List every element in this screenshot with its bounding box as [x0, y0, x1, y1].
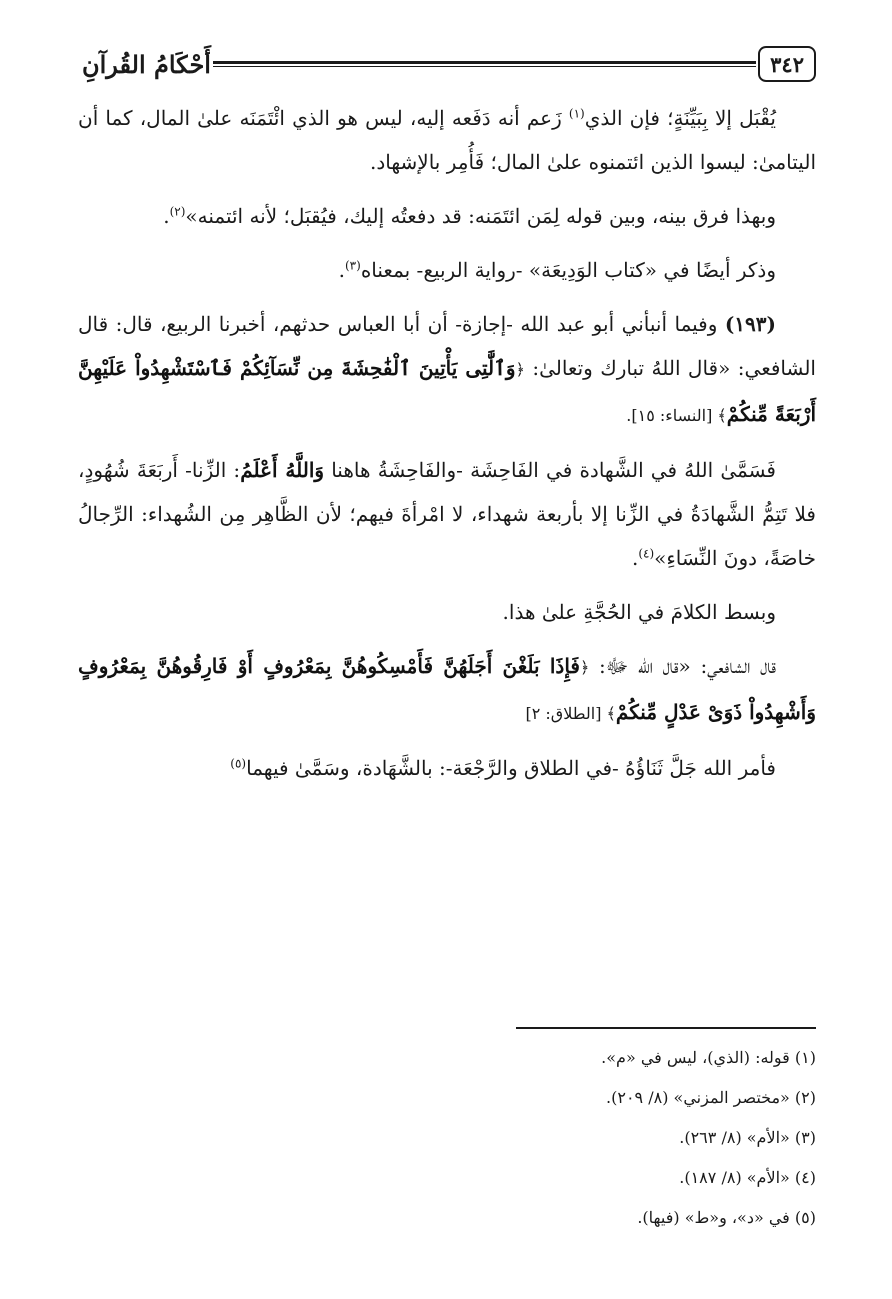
- footnote-item: (٢) «مختصر المزني» (٨/ ٢٠٩).: [606, 1088, 816, 1107]
- footnote-item: (١) قوله: (الذي)، ليس في «م».: [601, 1048, 816, 1067]
- main-text: [78, 96, 816, 800]
- verse-bracket: ﴿: [580, 658, 590, 677]
- footnote-marker: (٣): [344, 258, 361, 273]
- paragraph-text: فأمر الله جَلَّ ثَنَاؤُهُ -في الطلاق والرَّجْعَة-: بالشَّهَادة، وسَمَّىٰ فيهما: [246, 756, 776, 780]
- paragraph-text: وفيما أنبأني أبو عبد الله -إجازة- أن أبا العباس حدثهم، أخبرنا الربيع، قال: قال الشافعي: «قال اللهُ تبارك وتعالىٰ:: [78, 312, 816, 380]
- footnote-marker: (١): [568, 106, 585, 121]
- footnote-divider: [516, 1027, 816, 1029]
- quran-verse: وَٱلَّٰتِى يَأْتِينَ ٱلْفَٰحِشَةَ مِن نِّسَآئِكُمْ فَٱسْتَشْهِدُواْ عَلَيْهِنَّ أَرْبَعَةً مِّنكُمْ: [78, 356, 816, 426]
- paragraph-text: قال الشافعي: «قال الله ﷻ:: [589, 654, 776, 678]
- footnote-marker: (٥): [230, 756, 247, 771]
- paragraph-text: .: [338, 258, 345, 282]
- paragraph-text: .: [163, 204, 170, 228]
- paragraph-text: وذكر أيضًا في «كتاب الوَدِيعَة» -رواية الربيع- بمعناه: [360, 258, 776, 282]
- paragraph-text: فَسَمَّىٰ اللهُ في الشَّهادة في الفَاحِشَة -والفَاحِشَةُ هاهنا: [324, 458, 776, 482]
- quran-verse: فَإِذَا بَلَغْنَ أَجَلَهُنَّ فَأَمْسِكُوهُنَّ بِمَعْرُوفٍ أَوْ فَارِقُوهُنَّ بِمَعْرُوفٍ وَأَشْهِدُواْ ذَوَىْ عَدْلٍ مِّنكُمْ: [78, 654, 816, 724]
- footnote-item: (٣) «الأم» (٨/ ٢٦٣).: [679, 1128, 816, 1147]
- paragraph-text: : الزِّنا- أَربَعَةَ شُهُودٍ، فلا تَتِمُّ الشَّهادَةُ في الزِّنا إلا بأربعة شهداء، لا امْرأةَ فيهم؛ لأن الظَّاهِر مِن الشُهداء: الرِّجالُ خاصَةً، دونَ النِّسَاءِ»: [78, 458, 816, 570]
- paragraph-text: .: [631, 546, 639, 570]
- paragraph-text: وبسط الكلامَ في الحُجَّةِ علىٰ هذا.: [502, 600, 776, 624]
- running-title: أَحْكَامُ القُرآنِ: [82, 49, 211, 79]
- paragraph-p8: [78, 746, 816, 790]
- footnote-marker: (٤): [638, 546, 655, 561]
- paragraph-text: وبهذا فرق بينه، وبين قوله لِمَن ائتَمَنه: قد دفعتُه إليك، فيُقبَل؛ لأنه ائتمنه»: [185, 204, 776, 228]
- footnote-item: (٥) في «د»، و«ط» (فيها).: [637, 1208, 816, 1227]
- verse-bracket: ﴾: [606, 704, 616, 723]
- header-rule: [213, 61, 756, 67]
- paragraph-p5: [78, 448, 816, 580]
- footnote-marker: (٢): [169, 204, 186, 219]
- verse-citation: [النساء: ١٥].: [626, 406, 718, 425]
- verse-bracket: ﴾: [717, 406, 727, 425]
- page-number: ٣٤٢: [758, 46, 816, 82]
- paragraph-p4: [78, 302, 816, 438]
- paragraph-p7: [78, 644, 816, 736]
- page-header: [78, 44, 816, 84]
- paragraph-text: يُقْبَل إلا بِبَيِّنَةٍ؛ فإن الذي: [584, 106, 776, 130]
- footnote-item: (٤) «الأم» (٨/ ١٨٧).: [679, 1168, 816, 1187]
- paragraph-p1: [78, 96, 816, 184]
- verse-bracket: ﴿: [515, 360, 525, 379]
- paragraph-p2: [78, 194, 816, 238]
- quran-verse: وَاللَّهُ أَعْلَمُ: [240, 458, 325, 482]
- item-number: (١٩٣): [724, 312, 776, 336]
- paragraph-p3: [78, 248, 816, 292]
- footnotes: [78, 1038, 816, 1238]
- verse-citation: [الطلاق: ٢]: [525, 704, 607, 723]
- paragraph-p6: [78, 590, 816, 634]
- paragraph-text: زَعم أنه دَفَعه إليه، ليس هو الذي ائْتَمَنَه علىٰ المال، كما أن اليتامىٰ: ليسوا الذين ائتمنوه علىٰ المال؛ فَأُمِر بالإشهاد.: [78, 106, 816, 174]
